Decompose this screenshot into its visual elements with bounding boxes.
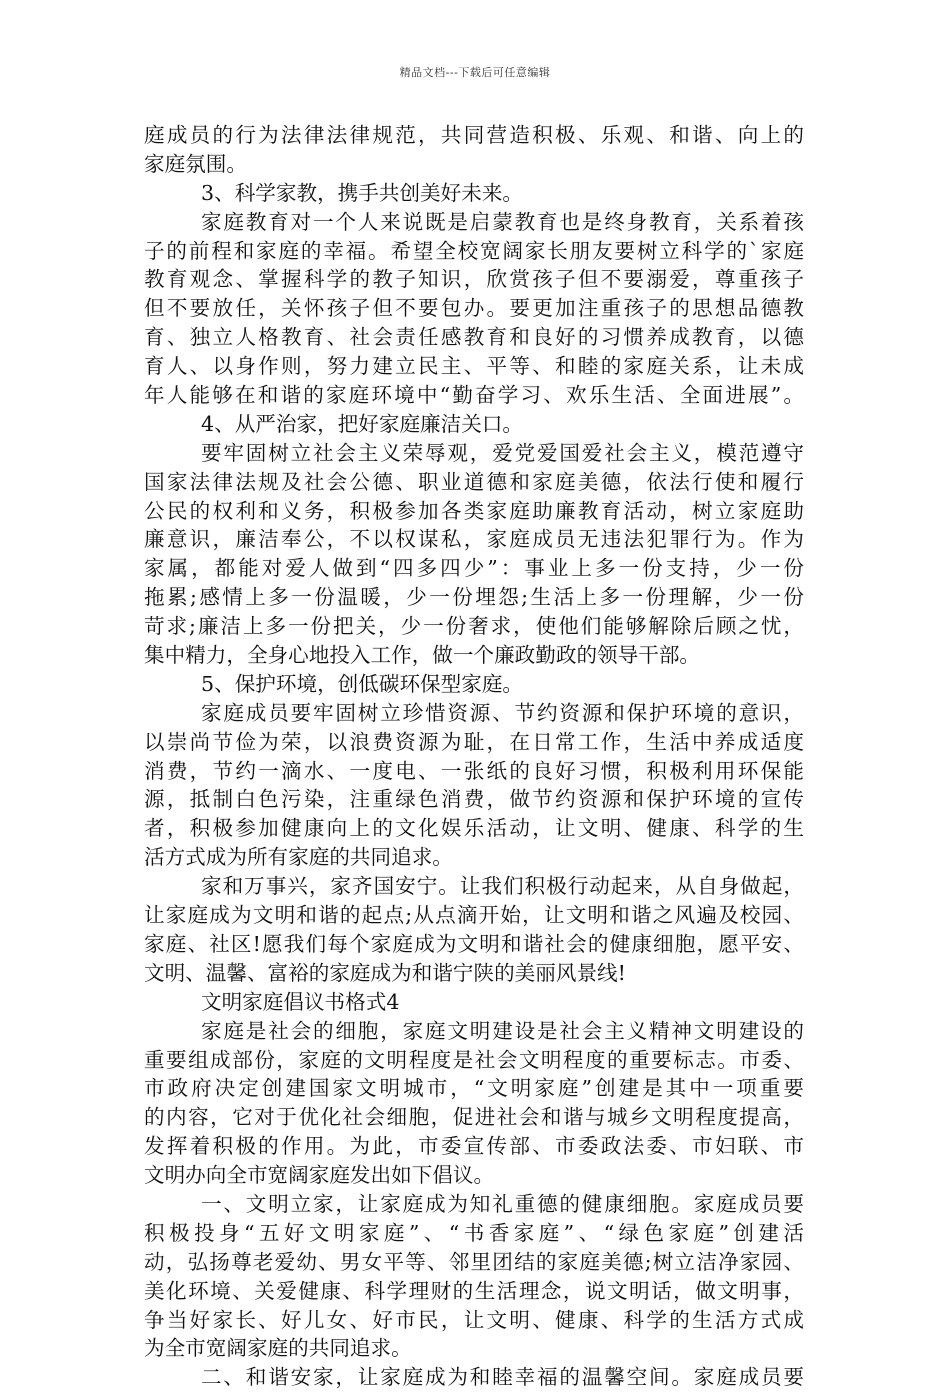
text-line: 庭成员的行为法律法律规范，共同营造积极、乐观、和谐、向上的 [144, 123, 804, 147]
text-line: 市政府决定创建国家文明城市，“文明家庭”创建是其中一项重要 [144, 1076, 804, 1101]
text-line: 3、科学家教，携手共创美好未来。 [201, 180, 524, 205]
document-body [144, 121, 804, 1392]
text-line: 教育观念、掌握科学的教子知识，欣赏孩子但不要溺爱，尊重孩子 [144, 267, 804, 292]
text-line: 美化环境、关爱健康、科学理财的生活理念，说文明话，做文明事， [144, 1278, 804, 1303]
text-line: 文明、温馨、富裕的家庭成为和谐宁陕的美丽风景线! [144, 960, 626, 985]
text-line: 一、文明立家，让家庭成为知礼重德的健康细胞。家庭成员要 [201, 1191, 804, 1216]
text-line: 公民的权利和义务，积极参加各类家庭助廉教育活动，树立家庭助 [144, 498, 804, 523]
text-line: 家庭教育对一个人来说既是启蒙教育也是终身教育，关系着孩 [201, 209, 804, 234]
text-line: 育、独立人格教育、社会责任感教育和良好的习惯养成教育，以德 [144, 325, 804, 350]
text-line: 者，积极参加健康向上的文化娱乐活动，让文明、健康、科学的生 [144, 816, 804, 841]
text-line: 发挥着积极的作用。为此，市委宣传部、市委政法委、市妇联、市 [144, 1134, 804, 1159]
text-line: 5、保护环境，创低碳环保型家庭。 [201, 671, 524, 696]
text-line: 家和万事兴，家齐国安宁。让我们积极行动起来，从自身做起， [201, 874, 804, 899]
text-line: 4、从严治家，把好家庭廉洁关口。 [201, 411, 524, 436]
text-line: 但不要放任，关怀孩子但不要包办。要更加注重孩子的思想品德教 [144, 296, 804, 321]
text-line: 家庭氛围。 [144, 151, 247, 176]
text-line: 子的前程和家庭的幸福。希望全校宽阔家长朋友要树立科学的`家庭 [144, 238, 804, 263]
text-line: 二、和谐安家，让家庭成为和睦幸福的温馨空间。家庭成员要 [201, 1365, 804, 1390]
text-line: 让家庭成为文明和谐的起点;从点滴开始，让文明和谐之风遍及校园、 [144, 903, 804, 928]
text-line: 活方式成为所有家庭的共同追求。 [144, 845, 453, 870]
text-line: 的内容，它对于优化社会细胞，促进社会和谐与城乡文明程度提高， [144, 1105, 804, 1130]
text-line: 动，弘扬尊老爱幼、男女平等、邻里团结的家庭美德;树立洁净家园、 [144, 1249, 804, 1274]
text-line: 年人能够在和谐的家庭环境中“勤奋学习、欢乐生活、全面进展”。 [144, 383, 804, 408]
text-line: 争当好家长、好儿女、好市民，让文明、健康、科学的生活方式成 [144, 1307, 804, 1332]
text-line: 以崇尚节俭为荣，以浪费资源为耻，在日常工作，生活中养成适度 [144, 729, 804, 754]
text-line: 拖累;感情上多一份温暖，少一份埋怨;生活上多一份理解，少一份 [144, 585, 804, 610]
text-line: 苛求;廉洁上多一份把关，少一份奢求，使他们能够解除后顾之忧， [144, 614, 804, 639]
text-line: 家庭是社会的细胞，家庭文明建设是社会主义精神文明建设的 [201, 1018, 804, 1043]
text-line: 集中精力，全身心地投入工作，做一个廉政勤政的领导干部。 [144, 643, 701, 668]
text-line: 重要组成部份，家庭的文明程度是社会文明程度的重要标志。市委、 [144, 1047, 804, 1072]
text-line: 家庭、社区!愿我们每个家庭成为文明和谐社会的健康细胞，愿平安、 [144, 931, 804, 956]
text-line: 文明家庭倡议书格式4 [201, 989, 400, 1014]
text-line: 要牢固树立社会主义荣辱观，爱党爱国爱社会主义，模范遵守 [201, 440, 804, 465]
text-line: 积极投身“五好文明家庭”、“书香家庭”、“绿色家庭”创建活 [144, 1220, 804, 1245]
text-line: 为全市宽阔家庭的共同追求。 [144, 1336, 412, 1361]
text-line: 消费，节约一滴水、一度电、一张纸的良好习惯，积极利用环保能 [144, 758, 804, 783]
text-line: 廉意识，廉洁奉公，不以权谋私，家庭成员无违法犯罪行为。作为 [144, 527, 804, 552]
text-line: 家属，都能对爱人做到“四多四少”：事业上多一份支持，少一份 [144, 556, 804, 581]
text-line: 源，抵制白色污染，注重绿色消费，做节约资源和保护环境的宣传 [144, 787, 804, 812]
text-line: 国家法律法规及社会公德、职业道德和家庭美德，依法行使和履行 [144, 469, 804, 494]
page-header: 精品文档---下载后可任意编辑 [399, 66, 551, 79]
text-line: 家庭成员要牢固树立珍惜资源、节约资源和保护环境的意识， [201, 700, 804, 725]
text-line: 文明办向全市宽阔家庭发出如下倡议。 [144, 1163, 495, 1188]
text-line: 育人、以身作则，努力建立民主、平等、和睦的家庭关系，让未成 [144, 354, 804, 379]
